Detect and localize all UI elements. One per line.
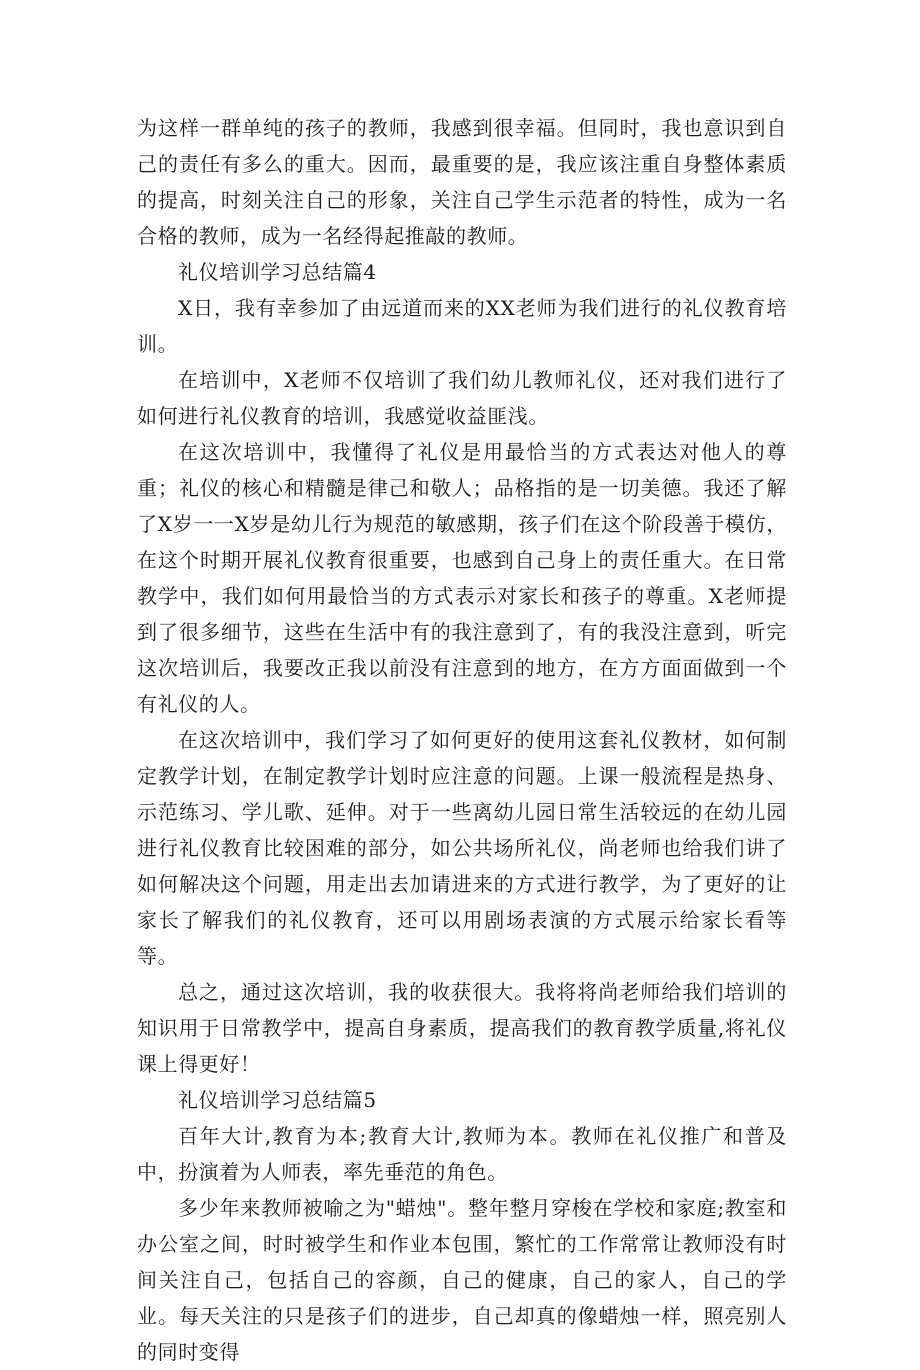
body-paragraph: X日，我有幸参加了由远道而来的XX老师为我们进行的礼仪教育培训。 [137,296,787,356]
body-paragraph: 在这次培训中，我们学习了如何更好的使用这套礼仪教材，如何制定教学计划，在制定教学计划时应注意的问题。上课一般流程是热身、示范练习、学儿歌、延伸。对于一些离幼儿园日常生活较远的在幼儿园进行礼仪教育比较困难的部分，如公共场所礼仪，尚老师也给我们讲了如何解决这个问题，用走出去加请进来的方式进行教学，为了更好的让家长了解我们的礼仪教育，还可以用剧场表演的方式展示给家长看等等。 [137,728,787,968]
body-paragraph: 总之，通过这次培训，我的收获很大。我将将尚老师给我们培训的知识用于日常教学中，提高自身素质，提高我们的教育教学质量,将礼仪课上得更好！ [137,980,787,1076]
body-paragraph: 为这样一群单纯的孩子的教师，我感到很幸福。但同时，我也意识到自己的责任有多么的重大。因而，最重要的是，我应该注重自身整体素质的提高，时刻关注自己的形象，关注自己学生示范者的特性，成为一名合格的教师，成为一名经得起推敲的教师。 [137,116,787,248]
document-page [137,110,787,1370]
body-paragraph: 在这次培训中，我懂得了礼仪是用最恰当的方式表达对他人的尊重；礼仪的核心和精髓是律己和敬人；品格指的是一切美德。我还了解了X岁一一X岁是幼儿行为规范的敏感期，孩子们在这个阶段善于模仿，在这个时期开展礼仪教育很重要，也感到自己身上的责任重大。在日常教学中，我们如何用最恰当的方式表示对家长和孩子的尊重。X老师提到了很多细节，这些在生活中有的我注意到了，有的我没注意到，听完这次培训后，我要改正我以前没有注意到的地方，在方方面面做到一个有礼仪的人。 [137,440,787,716]
body-paragraph: 多少年来教师被喻之为"蜡烛"。整年整月穿梭在学校和家庭;教室和办公室之间，时时被学生和作业本包围，繁忙的工作常常让教师没有时间关注自己，包括自己的容颜，自己的健康，自己的家人，自己的学业。每天关注的只是孩子们的进步，自己却真的像蜡烛一样，照亮别人的同时变得 [137,1196,787,1364]
body-paragraph: 百年大计,教育为本;教育大计,教师为本。教师在礼仪推广和普及中，扮演着为人师表，率先垂范的角色。 [137,1124,787,1184]
section-heading: 礼仪培训学习总结篇4 [178,260,377,284]
section-heading: 礼仪培训学习总结篇5 [178,1088,377,1112]
body-paragraph: 在培训中，X老师不仅培训了我们幼儿教师礼仪，还对我们进行了如何进行礼仪教育的培训，我感觉收益匪浅。 [137,368,787,428]
